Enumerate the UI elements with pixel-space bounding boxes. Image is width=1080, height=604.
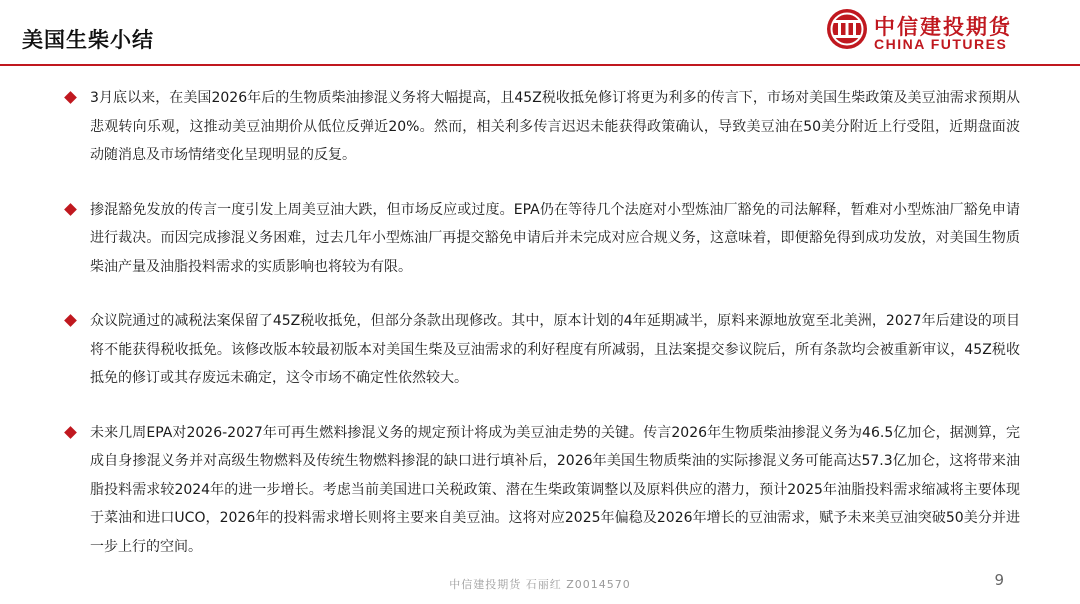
bullet-text: 众议院通过的减税法案保留了45Z税收抵免，但部分条款出现修改。其中，原本计划的4年延期减半，原料来源地放宽至北美洲，2027年后建设的项目将不能获得税收抵免。该修改版本较最初版本对美国生柴及豆油需求的利好程度有所减弱，且法案提交参议院后，所有条款均会被重新审议，45Z税收抵免的修订或其存废远未确定，这令市场不确定性依然较大。 bbox=[90, 313, 1020, 386]
page-title: 美国生柴小结 bbox=[22, 28, 154, 52]
header bbox=[0, 0, 1080, 66]
citic-logo-icon bbox=[826, 8, 868, 50]
diamond-bullet-icon bbox=[64, 91, 77, 104]
summary-bullet bbox=[60, 307, 1020, 393]
bullet-text: 掺混豁免发放的传言一度引发上周美豆油大跌，但市场反应或过度。EPA仍在等待几个法庭对小型炼油厂豁免的司法解释，暂难对小型炼油厂豁免申请进行裁决。而因完成掺混义务困难，过去几年小型炼油厂再提交豁免申请后并未完成对应合规义务，这意味着，即便豁免得到成功发放，对美国生物质柴油产量及油脂投料需求的实质影响也将较为有限。 bbox=[90, 201, 1020, 275]
footer-watermark: 中信建投期货 石丽红 Z0014570 bbox=[449, 578, 631, 591]
diamond-bullet-icon bbox=[64, 426, 77, 439]
diamond-bullet-icon bbox=[64, 203, 77, 216]
diamond-bullet-icon bbox=[64, 314, 77, 327]
company-logo bbox=[826, 8, 1070, 58]
bullet-text: 3月底以来，在美国2026年后的生物质柴油掺混义务将大幅提高，且45Z税收抵免修订将更为利多的传言下，市场对美国生柴政策及美豆油需求预期从悲观转向乐观，这推动美豆油期价从低位反弹近20%。然而，相关利多传言迟迟未能获得政策确认，导致美豆油在50美分附近上行受阻，近期盘面波动随消息及市场情绪变化呈现明显的反复。 bbox=[90, 90, 1020, 163]
summary-content bbox=[60, 84, 1020, 561]
summary-bullet bbox=[60, 419, 1020, 562]
summary-bullet bbox=[60, 196, 1020, 282]
logo-name-cn: 中信建投期货 bbox=[874, 15, 1012, 39]
logo-name-en: CHINA FUTURES bbox=[874, 36, 1008, 52]
header-divider bbox=[0, 64, 1080, 66]
bullet-text: 未来几周EPA对2026-2027年可再生燃料掺混义务的规定预计将成为美豆油走势的关键。传言2026年生物质柴油掺混义务为46.5亿加仑，据测算，完成自身掺混义务并对高级生物燃料及传统生物燃料掺混的缺口进行填补后，2026年美国生物质柴油的实际掺混义务可能高达57.3亿加仑，这将带来油脂投料需求较2024年的进一步增长。考虑当前美国进口关税政策、潜在生柴政策调整以及原料供应的潜力，预计2025年油脂投料需求缩减将主要体现于菜油和进口UCO，2026年的投料需求增长则将主要来自美豆油。这将对应2025年偏稳及2026年增长的豆油需求，赋予未来美豆油突破50美分并进一步上行的空间。 bbox=[90, 424, 1020, 555]
summary-bullet bbox=[60, 84, 1020, 170]
page-number: 9 bbox=[994, 571, 1004, 589]
